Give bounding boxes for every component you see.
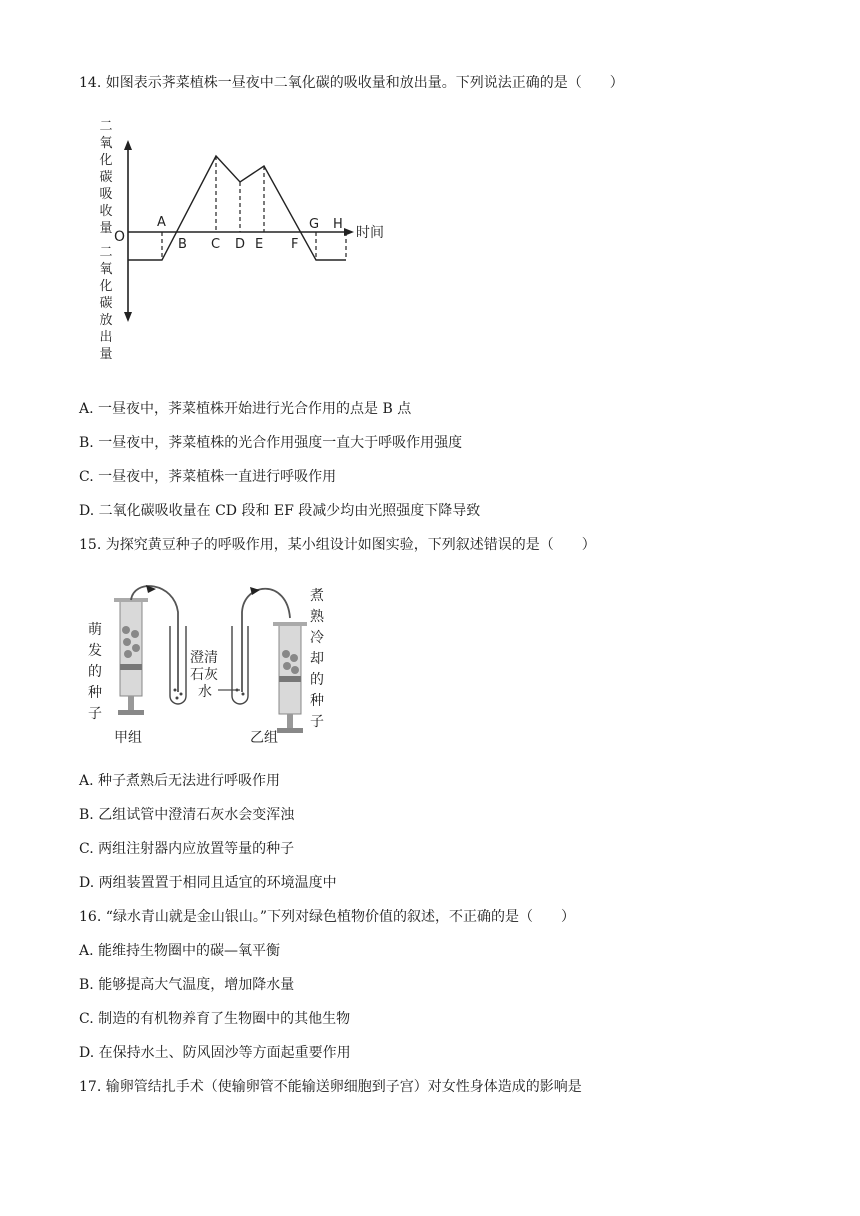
svg-text:萌: 萌	[88, 622, 102, 638]
q16-option-a: A. 能维持生物圈中的碳—氧平衡	[79, 943, 281, 959]
q14-co2-figure	[90, 118, 390, 378]
point-e-label: E	[255, 237, 264, 252]
svg-text:澄清: 澄清	[190, 650, 218, 666]
point-b-label: B	[178, 237, 187, 252]
svg-text:种: 种	[310, 693, 324, 709]
y-axis-down-arrow	[124, 312, 132, 322]
point-f-label: F	[291, 237, 299, 252]
svg-text:石灰: 石灰	[190, 667, 218, 683]
group-a-label: 甲组	[114, 730, 142, 746]
svg-text:却: 却	[310, 651, 324, 667]
y-lower-char: 二	[99, 245, 113, 260]
y-upper-char: 收	[99, 204, 113, 219]
q15-option-c: C. 两组注射器内应放置等量的种子	[79, 841, 295, 857]
q14-option-a: A. 一昼夜中，荠菜植株开始进行光合作用的点是 B 点	[79, 401, 412, 417]
q15-option-a: A. 种子煮熟后无法进行呼吸作用	[79, 773, 281, 789]
y-lower-char: 放	[99, 313, 113, 328]
svg-text:发: 发	[88, 643, 102, 659]
svg-text:种: 种	[88, 685, 102, 701]
svg-text:子: 子	[310, 714, 324, 730]
limewater-label	[190, 650, 218, 700]
y-upper-char: 氧	[99, 136, 113, 151]
svg-text:的: 的	[88, 664, 102, 680]
right-seed-label	[310, 587, 325, 730]
svg-text:煮: 煮	[310, 588, 324, 604]
question-16-stem: 16. “绿水青山就是金山银山。”下列对绿色植物价值的叙述，不正确的是（ ）	[79, 909, 576, 925]
group-b-label: 乙组	[250, 730, 278, 746]
y-axis-upper-label	[99, 119, 112, 236]
point-h-label: H	[333, 217, 343, 232]
y-upper-char: 吸	[99, 187, 113, 202]
y-lower-char: 化	[99, 279, 113, 294]
svg-text:子: 子	[88, 706, 102, 722]
x-axis-label: 时间	[356, 225, 384, 241]
question-15-stem: 15. 为探究黄豆种子的呼吸作用，某小组设计如图实验，下列叙述错误的是（ ）	[79, 537, 596, 553]
y-axis-lower-label	[99, 245, 112, 362]
question-17-stem: 17. 输卵管结扎手术（使输卵管不能输送卵细胞到子宫）对女性身体造成的影响是	[79, 1079, 582, 1095]
y-upper-char: 碳	[99, 170, 113, 185]
point-d-label: D	[235, 237, 246, 252]
q14-option-c: C. 一昼夜中，荠菜植株一直进行呼吸作用	[79, 469, 337, 485]
point-a-label: A	[157, 215, 166, 230]
origin-label: O	[114, 229, 126, 245]
y-upper-char: 化	[99, 153, 113, 168]
y-lower-char: 量	[99, 347, 113, 362]
y-lower-char: 出	[99, 330, 113, 345]
left-seed-label	[88, 621, 102, 722]
point-c-label: C	[211, 237, 221, 252]
y-lower-char: 氧	[99, 262, 113, 277]
svg-text:水: 水	[198, 684, 212, 700]
svg-text:的: 的	[310, 672, 324, 688]
svg-text:熟: 熟	[310, 609, 324, 625]
y-axis-up-arrow	[124, 140, 132, 150]
question-14-stem: 14. 如图表示荠菜植株一昼夜中二氧化碳的吸收量和放出量。下列说法正确的是（ ）	[79, 75, 624, 91]
y-upper-char: 量	[99, 221, 113, 236]
q15-option-b: B. 乙组试管中澄清石灰水会变浑浊	[79, 807, 295, 823]
q16-option-d: D. 在保持水土、防风固沙等方面起重要作用	[79, 1045, 351, 1061]
right-syringe	[273, 622, 307, 733]
left-syringe	[114, 598, 148, 715]
right-test-tube	[232, 626, 248, 704]
y-upper-char: 二	[99, 119, 113, 134]
q15-experiment-figure	[82, 582, 342, 752]
q14-option-b: B. 一昼夜中，荠菜植株的光合作用强度一直大于呼吸作用强度	[79, 435, 463, 451]
point-g-label: G	[309, 217, 320, 232]
q14-option-d: D. 二氧化碳吸收量在 CD 段和 EF 段减少均由光照强度下降导致	[79, 503, 481, 519]
y-lower-char: 碳	[99, 296, 113, 311]
svg-text:冷: 冷	[310, 630, 324, 646]
q15-option-d: D. 两组装置置于相同且适宜的环境温度中	[79, 875, 337, 891]
q16-option-b: B. 能够提高大气温度，增加降水量	[79, 977, 295, 993]
q16-option-c: C. 制造的有机物养育了生物圈中的其他生物	[79, 1011, 351, 1027]
